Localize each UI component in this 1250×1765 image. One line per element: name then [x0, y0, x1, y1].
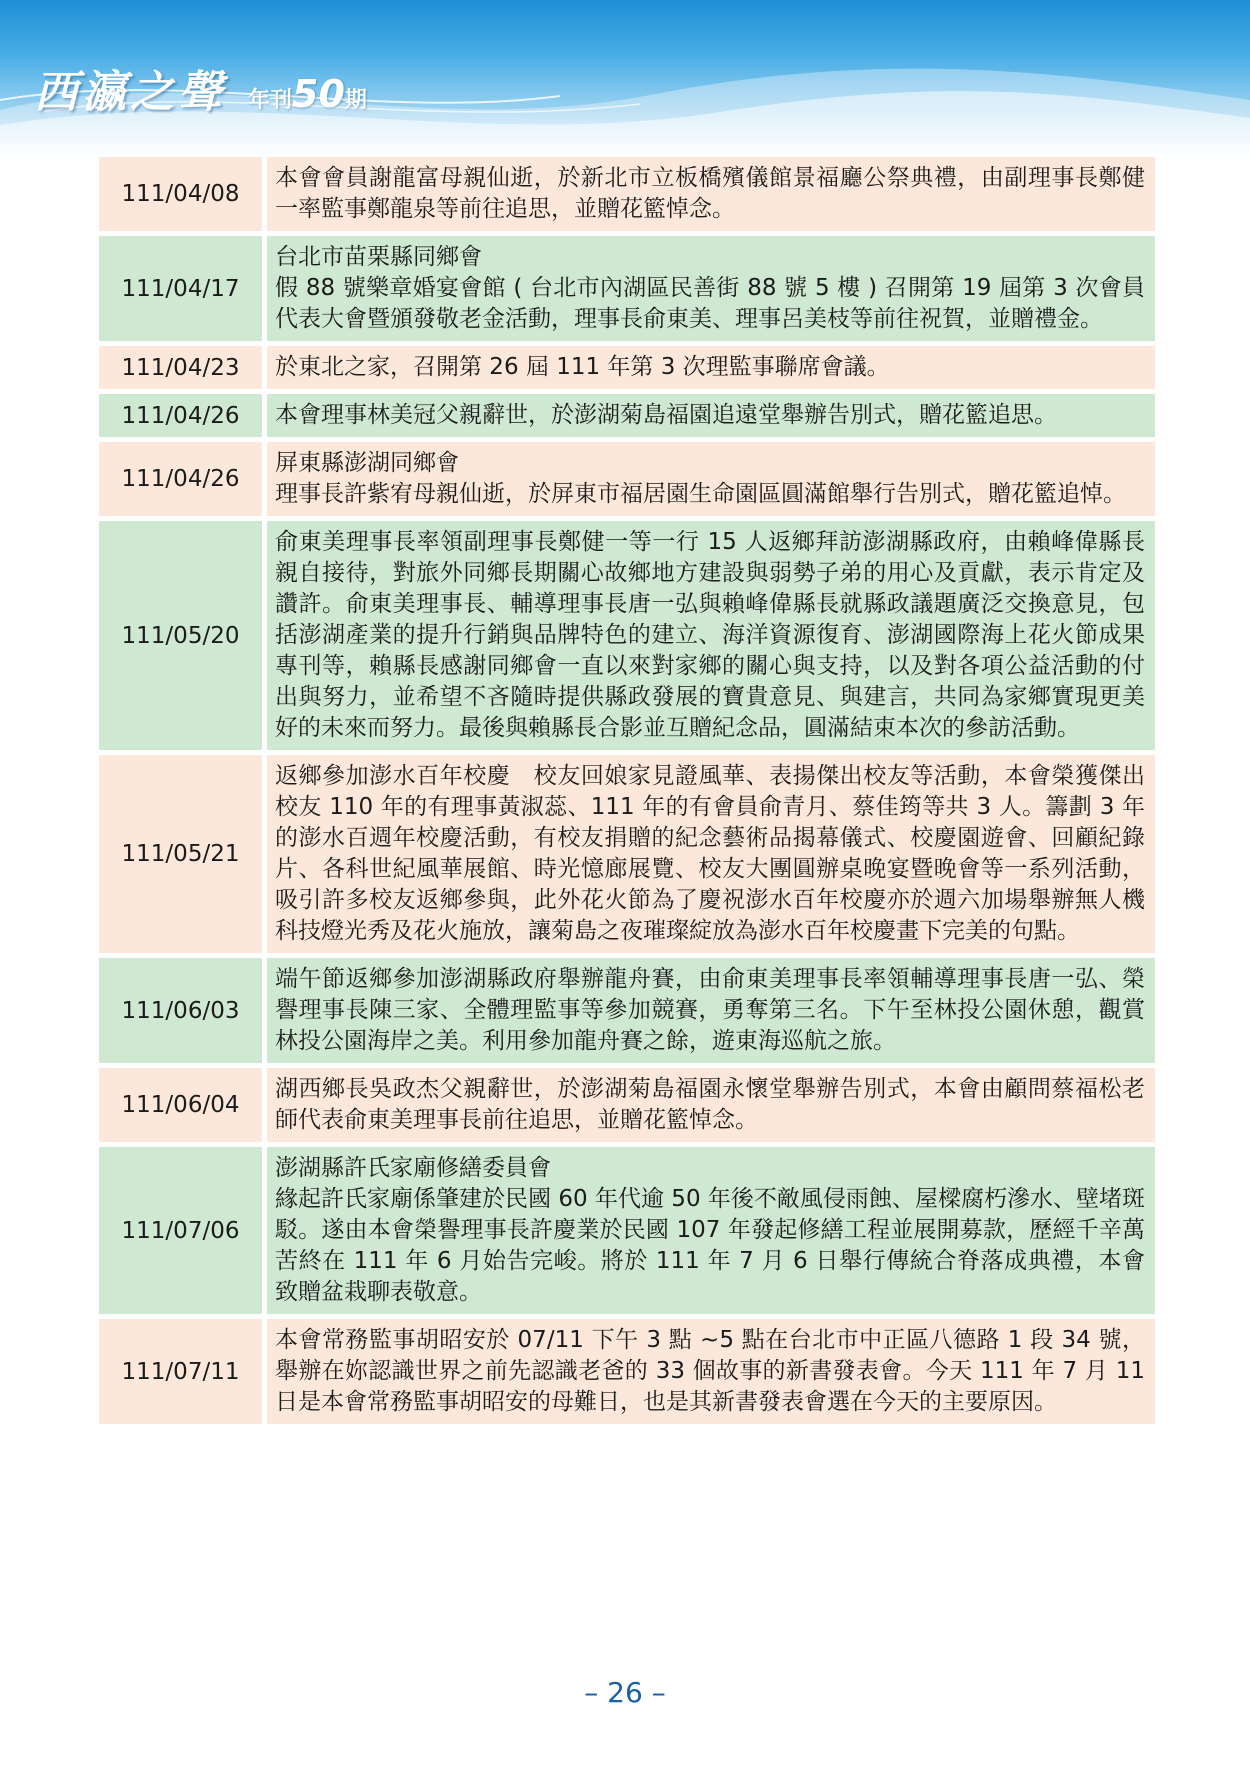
- event-text: 湖西鄉長吳政杰父親辭世，於澎湖菊島福園永懷堂舉辦告別式，本會由顧問蔡福松老師代表俞東美理事長前往追思，並贈花籃悼念。: [275, 1076, 1145, 1133]
- event-text: 假 88 號樂章婚宴會館 ( 台北市內湖區民善街 88 號 5 樓 ) 召開第 19 屆第 3 次會員代表大會暨頒發敬老金活動，理事長俞東美、理事呂美枝等前往祝賀，並贈禮金。: [275, 275, 1145, 332]
- table-row: [99, 755, 1155, 953]
- table-row: [99, 521, 1155, 750]
- event-date: 111/04/26: [99, 394, 262, 437]
- event-text: 屏東縣澎湖同鄉會: [275, 450, 459, 476]
- event-date: 111/05/21: [99, 755, 262, 953]
- event-description: [267, 346, 1155, 389]
- event-date: 111/05/20: [99, 521, 262, 750]
- event-text: 於東北之家，召開第 26 屆 111 年第 3 次理監事聯席會議。: [275, 354, 890, 380]
- event-description: [267, 1147, 1155, 1314]
- table-row: [99, 236, 1155, 341]
- event-description: [267, 236, 1155, 341]
- event-text: 澎湖縣許氏家廟修繕委員會: [275, 1155, 551, 1181]
- event-date: 111/04/08: [99, 157, 262, 231]
- event-text: 本會理事林美冠父親辭世，於澎湖菊島福園追遠堂舉辦告別式，贈花籃追思。: [275, 402, 1057, 428]
- event-text: 俞東美理事長率領副理事長鄭健一等一行 15 人返鄉拜訪澎湖縣政府，由賴峰偉縣長親自接待，對旅外同鄉長期關心故鄉地方建設與弱勢子弟的用心及貢獻，表示肯定及讚許。俞東美理事長、輔導理事長唐一弘與賴峰偉縣長就縣政議題廣泛交換意見，包括澎湖產業的提升行銷與品牌特色的建立、海洋資源復育、澎湖國際海上花火節成果專刊等，賴縣長感謝同鄉會一直以來對家鄉的關心與支持，以及對各項公益活動的付出與努力，並希望不吝隨時提供縣政發展的寶貴意見、與建言，共同為家鄉實現更美好的未來而努力。最後與賴縣長合影並互贈紀念品，圓滿結束本次的參訪活動。: [275, 529, 1145, 741]
- event-text: 台北市苗栗縣同鄉會: [275, 244, 482, 270]
- event-date: 111/04/26: [99, 442, 262, 516]
- event-date: 111/06/03: [99, 958, 262, 1063]
- table-row: [99, 1068, 1155, 1142]
- event-text: 理事長許紫宥母親仙逝，於屏東市福居園生命園區圓滿館舉行告別式，贈花籃追悼。: [275, 481, 1126, 507]
- event-date: 111/07/11: [99, 1319, 262, 1424]
- event-date: 111/06/04: [99, 1068, 262, 1142]
- event-description: [267, 442, 1155, 516]
- table-row: [99, 157, 1155, 231]
- page-number: – 26 –: [584, 1676, 666, 1709]
- event-description: [267, 755, 1155, 953]
- event-text: 返鄉參加澎水百年校慶 校友回娘家見證風華、表揚傑出校友等活動，本會榮獲傑出校友 110 年的有理事黃淑蕊、111 年的有會員俞青月、蔡佳筠等共 3 人。籌劃 3 年的澎水百週年校慶活動，有校友捐贈的紀念藝術品揭幕儀式、校慶園遊會、回顧紀錄片、各科世紀風華展館、時光憶廊展覽、校友大團圓辦桌晚宴暨晚會等一系列活動，吸引許多校友返鄉參與，此外花火節為了慶祝澎水百年校慶亦於週六加場舉辦無人機科技燈光秀及花火施放，讓菊島之夜璀璨綻放為澎水百年校慶畫下完美的句點。: [275, 763, 1145, 944]
- event-description: [267, 521, 1155, 750]
- event-date: 111/04/23: [99, 346, 262, 389]
- table-row: [99, 1319, 1155, 1424]
- table-row: [99, 958, 1155, 1063]
- publication-title: 西瀛之聲: [34, 67, 226, 118]
- event-description: [267, 157, 1155, 231]
- event-description: [267, 1319, 1155, 1424]
- event-description: [267, 1068, 1155, 1142]
- event-description: [267, 394, 1155, 437]
- event-description: [267, 958, 1155, 1063]
- events-table: [99, 157, 1155, 1429]
- event-text: 本會會員謝龍富母親仙逝，於新北市立板橋殯儀館景福廳公祭典禮，由副理事長鄭健一率監事鄭龍泉等前往追思，並贈花籃悼念。: [275, 165, 1145, 222]
- table-row: [99, 394, 1155, 437]
- table-row: [99, 1147, 1155, 1314]
- issue-label: 年刊50期: [248, 72, 367, 116]
- event-text: 緣起許氏家廟係肇建於民國 60 年代逾 50 年後不敵風侵雨蝕、屋樑腐朽滲水、壁堵斑駁。遂由本會榮譽理事長許慶業於民國 107 年發起修繕工程並展開募款，歷經千辛萬苦終在 111 年 6 月始告完峻。將於 111 年 7 月 6 日舉行傳統合脊落成典禮，本會致贈盆栽聊表敬意。: [275, 1186, 1145, 1305]
- masthead: [34, 56, 367, 120]
- table-row: [99, 442, 1155, 516]
- issue-number: 50: [292, 72, 345, 116]
- table-row: [99, 346, 1155, 389]
- event-date: 111/07/06: [99, 1147, 262, 1314]
- page-header: [0, 0, 1250, 160]
- event-date: 111/04/17: [99, 236, 262, 341]
- event-text: 本會常務監事胡昭安於 07/11 下午 3 點 ~5 點在台北市中正區八德路 1 段 34 號，舉辦在妳認識世界之前先認識老爸的 33 個故事的新書發表會。今天 111 年 7 月 11 日是本會常務監事胡昭安的母難日，也是其新書發表會選在今天的主要原因。: [275, 1327, 1145, 1415]
- event-text: 端午節返鄉參加澎湖縣政府舉辦龍舟賽，由俞東美理事長率領輔導理事長唐一弘、榮譽理事長陳三家、全體理監事等參加競賽，勇奪第三名。下午至林投公園休憩，觀賞林投公園海岸之美。利用參加龍舟賽之餘，遊東海巡航之旅。: [275, 966, 1145, 1054]
